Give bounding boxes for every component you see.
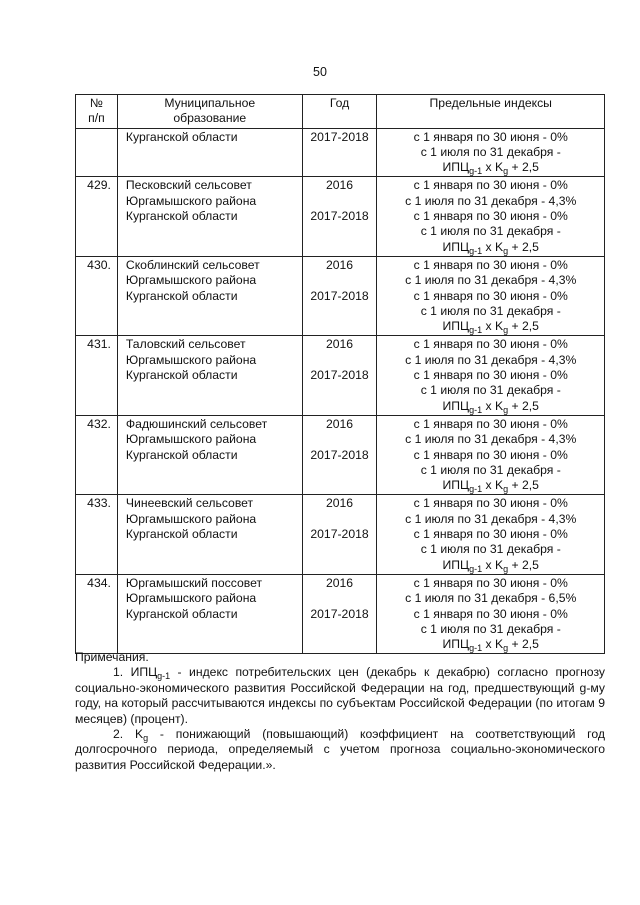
municipality-line: Юргамышского района bbox=[125, 591, 257, 606]
row-years bbox=[302, 256, 377, 335]
index-line: с 1 января по 30 июня - 0% bbox=[413, 416, 568, 431]
row-indices bbox=[377, 415, 605, 494]
year-line: 2016 bbox=[325, 337, 354, 352]
index-formula: $ИПЦ_{g-1}$ x $K_g + 2,5$ bbox=[442, 239, 539, 256]
municipality-line: Таловский сельсовет bbox=[125, 337, 246, 352]
index-line: с 1 июля по 31 декабря - 4,3% bbox=[405, 511, 577, 526]
municipality-line: Скоблинский сельсовет bbox=[125, 257, 260, 272]
year-line bbox=[306, 512, 374, 527]
row-number: 429. bbox=[76, 177, 118, 256]
index-line: с 1 июля по 31 декабря - bbox=[420, 542, 561, 557]
subscript: g-1 bbox=[469, 325, 483, 336]
year-line: 2016 bbox=[325, 416, 354, 431]
row-municipality bbox=[117, 336, 302, 415]
row-number: 434. bbox=[76, 574, 118, 653]
row-indices bbox=[377, 177, 605, 256]
row-indices bbox=[377, 256, 605, 335]
header-number: № п/п bbox=[76, 95, 118, 129]
subscript: g-1 bbox=[469, 245, 483, 256]
subscript: g bbox=[503, 325, 509, 336]
year-line: 2017-2018 bbox=[310, 606, 369, 621]
index-formula: $ИПЦ_{g-1}$ x $K_g + 2,5$ bbox=[442, 160, 539, 177]
subscript: g-1 bbox=[469, 484, 483, 495]
municipality-line: Курганской области bbox=[125, 129, 238, 144]
index-line: с 1 июля по 31 декабря - bbox=[420, 383, 561, 398]
index-line: с 1 июля по 31 декабря - 6,5% bbox=[405, 591, 577, 606]
table-row bbox=[76, 574, 605, 653]
subscript: g bbox=[503, 166, 509, 177]
year-line bbox=[306, 591, 374, 606]
header-municipality: Муниципальное образование bbox=[117, 95, 302, 129]
year-line: 2016 bbox=[325, 178, 354, 193]
row-years bbox=[302, 336, 377, 415]
year-line bbox=[306, 353, 374, 368]
index-line: с 1 июля по 31 декабря - 4,3% bbox=[405, 352, 577, 367]
index-line: с 1 января по 30 июня - 0% bbox=[413, 209, 568, 224]
table-row bbox=[76, 495, 605, 574]
header-indices: Предельные индексы bbox=[377, 95, 605, 129]
index-line: с 1 января по 30 июня - 0% bbox=[413, 368, 568, 383]
municipality-line: Юргамышского района bbox=[125, 273, 257, 288]
limit-indices-table bbox=[75, 94, 605, 654]
year-line bbox=[306, 273, 374, 288]
index-line: с 1 января по 30 июня - 0% bbox=[413, 447, 568, 462]
municipality-line: Юргамышского района bbox=[125, 352, 257, 367]
table-row bbox=[76, 177, 605, 256]
subscript: g bbox=[503, 643, 509, 654]
row-municipality bbox=[117, 177, 302, 256]
index-formula: $ИПЦ_{g-1}$ x $K_g + 2,5$ bbox=[442, 478, 539, 495]
row-years bbox=[302, 177, 377, 256]
index-line: с 1 июля по 31 декабря - bbox=[420, 224, 561, 239]
row-municipality bbox=[117, 495, 302, 574]
index-line: с 1 июля по 31 декабря - bbox=[420, 144, 561, 159]
year-line: 2017-2018 bbox=[310, 209, 369, 224]
row-indices bbox=[377, 128, 605, 177]
row-number: 430. bbox=[76, 256, 118, 335]
year-line: 2017-2018 bbox=[310, 527, 369, 542]
header-year: Год bbox=[302, 95, 377, 129]
index-line: с 1 января по 30 июня - 0% bbox=[413, 257, 568, 272]
row-years bbox=[302, 128, 377, 177]
note-item: 1. $ИПЦ_{g-1}$ - индекс потребительских цен (декабрь к декабрю) согласно прогнозу социально-экономического развития Российской Федерации на год, предшествующий g-му году, на который рассчитываются индексы по субъектам Российской Федерации (по итогам 9 месяцев) (процент). bbox=[75, 665, 605, 726]
row-years bbox=[302, 574, 377, 653]
row-municipality bbox=[117, 574, 302, 653]
index-line: с 1 июля по 31 декабря - 4,3% bbox=[405, 273, 577, 288]
subscript: g bbox=[503, 484, 509, 495]
index-line: с 1 июля по 31 декабря - bbox=[420, 303, 561, 318]
year-line: 2016 bbox=[325, 575, 354, 590]
subscript: g bbox=[503, 404, 509, 415]
year-line bbox=[306, 432, 374, 447]
notes-heading: Примечания. bbox=[75, 650, 149, 664]
year-line: 2016 bbox=[325, 496, 354, 511]
row-indices bbox=[377, 495, 605, 574]
row-municipality bbox=[117, 128, 302, 177]
subscript: g bbox=[503, 245, 509, 256]
table-row bbox=[76, 336, 605, 415]
index-line: с 1 июля по 31 декабря - 4,3% bbox=[405, 193, 577, 208]
municipality-line: Курганской области bbox=[125, 209, 238, 224]
index-line: с 1 января по 30 июня - 0% bbox=[413, 337, 568, 352]
subscript: g-1 bbox=[469, 404, 483, 415]
row-number: 433. bbox=[76, 495, 118, 574]
subscript: g bbox=[503, 563, 509, 574]
index-line: с 1 января по 30 июня - 0% bbox=[413, 288, 568, 303]
municipality-line: Юргамышского района bbox=[125, 193, 257, 208]
row-number bbox=[76, 128, 118, 177]
note-item: 2. $K_g$ - понижающий (повышающий) коэффициент на соответствующий год долгосрочного периода, определяемый с учетом прогноза социально-экономического развития Российской Федерации.». bbox=[75, 727, 605, 772]
index-formula: $ИПЦ_{g-1}$ x $K_g + 2,5$ bbox=[442, 637, 539, 654]
municipality-line: Фадюшинский сельсовет bbox=[125, 416, 268, 431]
index-line: с 1 июля по 31 декабря - bbox=[420, 462, 561, 477]
municipality-line: Песковский сельсовет bbox=[125, 178, 252, 193]
index-line: с 1 июля по 31 декабря - bbox=[420, 621, 561, 636]
row-municipality bbox=[117, 415, 302, 494]
year-line: 2016 bbox=[325, 257, 354, 272]
municipality-line: Курганской области bbox=[125, 368, 238, 383]
index-formula: $ИПЦ_{g-1}$ x $K_g + 2,5$ bbox=[442, 319, 539, 336]
row-indices bbox=[377, 574, 605, 653]
subscript: g-1 bbox=[469, 166, 483, 177]
subscript: g-1 bbox=[469, 563, 483, 574]
municipality-line: Курганской области bbox=[125, 527, 238, 542]
row-indices bbox=[377, 336, 605, 415]
year-line bbox=[306, 194, 374, 209]
table-row bbox=[76, 128, 605, 177]
index-line: с 1 января по 30 июня - 0% bbox=[413, 129, 568, 144]
index-formula: $ИПЦ_{g-1}$ x $K_g + 2,5$ bbox=[442, 557, 539, 574]
index-line: с 1 июля по 31 декабря - 4,3% bbox=[405, 432, 577, 447]
subscript: g-1 bbox=[157, 671, 171, 682]
index-line: с 1 января по 30 июня - 0% bbox=[413, 527, 568, 542]
row-years bbox=[302, 495, 377, 574]
table-row bbox=[76, 256, 605, 335]
municipality-line: Курганской области bbox=[125, 606, 238, 621]
year-line: 2017-2018 bbox=[310, 368, 369, 383]
municipality-line: Курганской области bbox=[125, 288, 238, 303]
municipality-line: Юргамышский поссовет bbox=[125, 575, 263, 590]
index-line: с 1 января по 30 июня - 0% bbox=[413, 575, 568, 590]
year-line: 2017-2018 bbox=[310, 447, 369, 462]
row-number: 432. bbox=[76, 415, 118, 494]
table-header-row bbox=[76, 95, 605, 129]
row-years bbox=[302, 415, 377, 494]
year-line: 2017-2018 bbox=[310, 129, 369, 144]
page-number: 50 bbox=[313, 65, 327, 79]
row-municipality bbox=[117, 256, 302, 335]
year-line: 2017-2018 bbox=[310, 288, 369, 303]
index-formula: $ИПЦ_{g-1}$ x $K_g + 2,5$ bbox=[442, 398, 539, 415]
row-number: 431. bbox=[76, 336, 118, 415]
municipality-line: Юргамышского района bbox=[125, 432, 257, 447]
index-line: с 1 января по 30 июня - 0% bbox=[413, 178, 568, 193]
subscript: g-1 bbox=[469, 643, 483, 654]
index-line: с 1 января по 30 июня - 0% bbox=[413, 606, 568, 621]
municipality-line: Курганской области bbox=[125, 447, 238, 462]
municipality-line: Чинеевский сельсовет bbox=[125, 496, 254, 511]
table-row bbox=[76, 415, 605, 494]
subscript: g bbox=[143, 733, 149, 744]
notes-section bbox=[75, 650, 605, 773]
municipality-line: Юргамышского района bbox=[125, 511, 257, 526]
index-line: с 1 января по 30 июня - 0% bbox=[413, 496, 568, 511]
